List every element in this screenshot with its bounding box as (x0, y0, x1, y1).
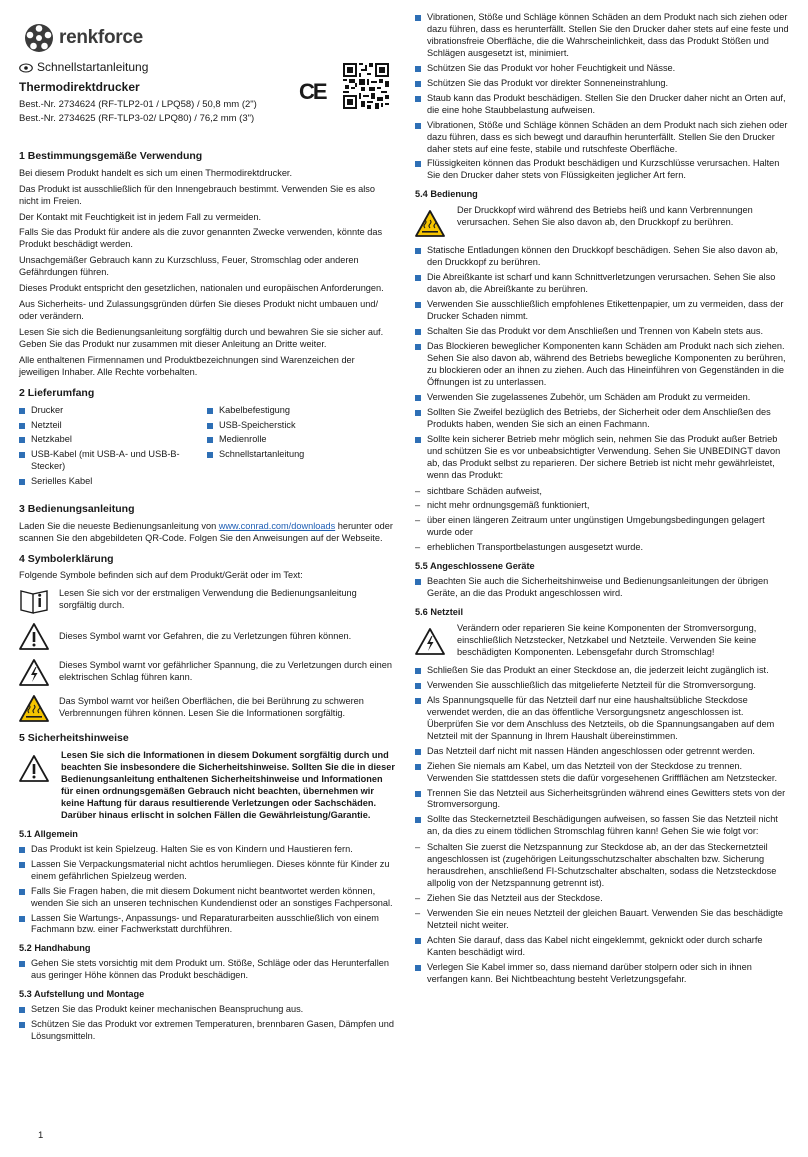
delivery-list (19, 405, 395, 496)
article-number-1: Best.-Nr. 2734624 (RF-TLP2-01 / LPQ58) / 50,8 mm (2") (19, 99, 257, 111)
list-item: – Ziehen Sie das Netzteil aus der Steckdose. (415, 893, 790, 905)
s1-para-0: Bei diesem Produkt handelt es sich um einen Thermodirektdrucker. (19, 167, 293, 178)
document-header (19, 60, 395, 126)
s1-para-7: Lesen Sie sich die Bedienungsanleitung sorgfältig durch und bewahren Sie sie sicher auf. Geben Sie das Produkt nur zusammen mit dieser Anleitung an Dritte weiter. (19, 327, 384, 350)
list-item: Falls Sie Fragen haben, die mit diesem Dokument nicht beantwortet werden können, wenden Sie sich an unseren technischen Kundendienst oder an sonstiges Fachpersonal. (19, 886, 395, 910)
right-column (415, 12, 790, 990)
list-item: Schnellstartanleitung (207, 449, 395, 461)
list-item: Schließen Sie das Produkt an einer Steckdose an, die jederzeit leicht zugänglich ist. (415, 665, 790, 677)
list-item: Flüssigkeiten können das Produkt beschädigen und Kurzschlüsse verursachen. Halten Sie den Drucker daher stets von Flüssigkeiten jeglicher Art fern. (415, 158, 790, 182)
list-item: Als Spannungsquelle für das Netzteil darf nur eine haushaltsübliche Steckdose verwendet werden, die an das öffentliche Versorgungsnetz angeschlossen ist. Überprüfen Sie vor dem Anschluss des Netzteils, ob die Spannungsangaben auf dem Netzteil mit der Spannung in Ihrem Haushalt übereinstimmen. (415, 695, 790, 743)
s51-list (19, 844, 395, 937)
page-number: 1 (38, 1130, 44, 1141)
read-manual-icon (19, 586, 49, 616)
warning-icon (19, 622, 49, 652)
section-5-4-title: 5.4 Bedienung (415, 189, 478, 200)
ce-mark: CE (299, 79, 326, 104)
left-content (19, 142, 395, 1047)
list-item: Sollten Sie Zweifel bezüglich des Betriebs, der Sicherheit oder dem Anschließen des Produkts haben, wenden Sie sich an einen Fachmann. (415, 407, 790, 431)
symbol-danger (19, 622, 395, 652)
list-item: Netzkabel (19, 434, 207, 446)
symbol-hot (19, 694, 395, 724)
list-item: Netzteil (19, 420, 207, 432)
power-warning-text: Verändern oder reparieren Sie keine Komponenten der Stromversorgung, einschließlich Netzstecker, Netzkabel und Netzteile. Verwenden Sie keine beschädigten Komponenten. Lebensgefahr durch Stromschlag! (457, 623, 757, 657)
list-item: Trennen Sie das Netzteil aus Sicherheitsgründen während eines Gewitters stets von der Stromversorgung. (415, 788, 790, 812)
list-item: Staub kann das Produkt beschädigen. Stellen Sie den Drucker daher nicht an Orten auf, die eine hohe Staubbelastung aufweisen. (415, 93, 790, 117)
list-item: Gehen Sie stets vorsichtig mit dem Produkt um. Stöße, Schläge oder das Herunterfallen aus geringer Höhe können das Produkt beschädigen. (19, 958, 395, 982)
renkforce-logo-icon (24, 23, 54, 53)
list-item: USB-Speicherstick (207, 420, 395, 432)
section-1-title: 1 Bestimmungsgemäße Verwendung (19, 150, 203, 162)
s3-pre: Laden Sie die neueste Bedienungsanleitung von (19, 520, 219, 531)
delivery-list-left (19, 405, 207, 492)
s3-post: herunter oder scannen Sie den abgebildeten QR-Code. Folgen Sie den Anweisungen auf der Webseite. (19, 520, 393, 543)
s56-dash-list (415, 842, 790, 932)
section-5-6-title: 5.6 Netzteil (415, 607, 463, 618)
s1-para-3: Falls Sie das Produkt für andere als die zuvor genannten Zwecke verwenden, könnte das Produkt beschädigt werden. (19, 227, 383, 250)
list-item: – erheblichen Transportbelastungen ausgesetzt wurde. (415, 542, 790, 554)
s54-list (415, 245, 790, 481)
safety-warning-text: Lesen Sie sich die Informationen in diesem Dokument sorgfältig durch und beachten Sie insbesondere die Sicherheitshinweise. Sollten Sie die in dieser Bedienungsanleitung enthaltenen Sicherheitshinweise und Informationen für einen ordnungsgemäßen Gebrauch nicht beachten, übernehmen wir keine Haftung für daraus resultierende Verletzungen oder Sachschäden. Darüber hinaus erlischt in solchen Fällen die Gewährleistung/Garantie. (61, 750, 395, 820)
list-item: – über einen längeren Zeitraum unter ungünstigen Umgebungsbedingungen gelagert wurde oder (415, 515, 790, 539)
list-item: Das Blockieren beweglicher Komponenten kann Schäden am Produkt nach sich ziehen. Sehen Sie also davon ab, während des Betriebs bewegliche Komponenten zu berühren, zu blockieren oder an ihnen zu ziehen. Auch das Hineinführen von Gegenständen in die Öffnungen ist zu unterlassen. (415, 341, 790, 389)
delivery-list-right (207, 405, 395, 492)
s1-para-4: Unsachgemäßer Gebrauch kann zu Kurzschluss, Feuer, Stromschlag oder anderen Gefährdungen führen. (19, 255, 359, 278)
list-item: Schalten Sie das Produkt vor dem Anschließen und Trennen von Kabeln stets aus. (415, 326, 790, 338)
list-item: Das Netzteil darf nicht mit nassen Händen angeschlossen oder getrennt werden. (415, 746, 790, 758)
s1-para-2: Der Kontakt mit Feuchtigkeit ist in jedem Fall zu vermeiden. (19, 211, 262, 222)
list-item: Die Abreißkante ist scharf und kann Schnittverletzungen verursachen. Sehen Sie also davon ab, die Abreißkante zu berühren. (415, 272, 790, 296)
s52-list (19, 958, 395, 982)
list-item: Das Produkt ist kein Spielzeug. Halten Sie es von Kindern und Haustieren fern. (19, 844, 395, 856)
list-item: – Schalten Sie zuerst die Netzspannung zur Steckdose ab, an der das Steckernetzteil angeschlossen ist (zugehörigen Leitungsschutzschalter abschalten bzw. Sicherung herausdrehen, anschließend FI-Schutzschalter abschalten, sodass die Netzsteckdose allpolig von der Netzspannung getrennt ist). (415, 842, 790, 890)
s54-dash-list (415, 486, 790, 555)
document-subtitle: Schnellstartanleitung (37, 60, 149, 74)
list-item: Verwenden Sie ausschließlich empfohlenes Etikettenpapier, um zu vermeiden, dass der Drucker Schaden nimmt. (415, 299, 790, 323)
section-3-title: 3 Bedienungsanleitung (19, 503, 135, 516)
symbol-hot-text: Das Symbol warnt vor heißen Oberflächen, die bei Berührung zu schweren Verbrennungen führen können. Lesen Sie die Informationen sorgfältig. (59, 696, 364, 719)
s1-para-1: Das Produkt ist ausschließlich für den Innengebrauch bestimmt. Verwenden Sie es also nicht im Freien. (19, 183, 375, 206)
symbol-manual (19, 586, 395, 616)
list-item: Verwenden Sie ausschließlich das mitgelieferte Netzteil für die Stromversorgung. (415, 680, 790, 692)
list-item: Vibrationen, Stöße und Schläge können Schäden an dem Produkt nach sich ziehen oder dazu führen, dass es sich bewegt und daraufhin herunterfällt. Stellen Sie den Drucker daher stets auf eine feste, stabile und rutschfeste Oberfläche. (415, 120, 790, 156)
section-4-title: 4 Symbolerklärung (19, 552, 114, 565)
article-number-2: Best.-Nr. 2734625 (RF-TLP3-02/ LPQ80) / 76,2 mm (3") (19, 112, 255, 124)
list-item: Serielles Kabel (19, 476, 207, 488)
hot-surface-icon (19, 694, 49, 724)
list-item: Schützen Sie das Produkt vor direkter Sonneneinstrahlung. (415, 78, 790, 90)
eye-icon (19, 63, 33, 73)
s53-list-left (19, 1004, 395, 1043)
safety-warning-box (19, 750, 395, 822)
list-item: USB-Kabel (mit USB-A- und USB-B-Stecker) (19, 449, 207, 473)
list-item: – Verwenden Sie ein neues Netzteil der gleichen Bauart. Verwenden Sie das beschädigte Netzteil nicht weiter. (415, 908, 790, 932)
list-item: Beachten Sie auch die Sicherheitshinweise und Bedienungsanleitungen der übrigen Geräte, an die das Produkt angeschlossen wird. (415, 576, 790, 600)
symbol-danger-text: Dieses Symbol warnt vor Gefahren, die zu Verletzungen führen können. (59, 631, 352, 642)
high-voltage-icon (19, 658, 49, 688)
list-item: Achten Sie darauf, dass das Kabel nicht eingeklemmt, geknickt oder durch scharfe Kanten beschädigt wird. (415, 935, 790, 959)
hot-surface-icon (415, 209, 445, 239)
symbol-manual-text: Lesen Sie sich vor der erstmaligen Verwendung die Bedienungsanleitung sorgfältig durch. (59, 588, 357, 611)
list-item: Kabelbefestigung (207, 405, 395, 417)
s56-list-b (415, 935, 790, 986)
list-item: Schützen Sie das Produkt vor hoher Feuchtigkeit und Nässe. (415, 63, 790, 75)
list-item: Verwenden Sie zugelassenes Zubehör, um Schäden am Produkt zu vermeiden. (415, 392, 790, 404)
section-5-3-title: 5.3 Aufstellung und Montage (19, 989, 145, 1000)
list-item: Statische Entladungen können den Druckkopf beschädigen. Sehen Sie also davon ab, den Druckkopf zu berühren. (415, 245, 790, 269)
download-link[interactable]: www.conrad.com/downloads (218, 520, 336, 531)
list-item: Drucker (19, 405, 207, 417)
s3-paragraph (19, 521, 395, 545)
list-item: – sichtbare Schäden aufweist, (415, 486, 790, 498)
section-5-5-title: 5.5 Angeschlossene Geräte (415, 561, 535, 572)
section-5-title: 5 Sicherheitshinweise (19, 732, 129, 745)
s56-list-a (415, 665, 790, 838)
section-2-title: 2 Lieferumfang (19, 386, 95, 399)
s55-list (415, 576, 790, 600)
subtitle-line (19, 60, 395, 76)
s4-intro: Folgende Symbole befinden sich auf dem Produkt/Gerät oder im Text: (19, 570, 303, 581)
list-item: Vibrationen, Stöße und Schläge können Schäden an dem Produkt nach sich ziehen oder dazu führen, dass es herunterfällt. Stellen Sie den Drucker daher stets auf eine feste und vibrationsfreie Oberfläche, die die Wahrscheinlichkeit, dass das Produkt Stößen und Schlägen ausgesetzt ist, minimiert. (415, 12, 790, 60)
section-5-1-title: 5.1 Allgemein (19, 828, 78, 839)
s53-list-right (415, 12, 790, 182)
power-warning-box (415, 623, 790, 659)
section-5-2-title: 5.2 Handhabung (19, 943, 91, 954)
list-item: Ziehen Sie niemals am Kabel, um das Netzteil von der Steckdose zu trennen. Verwenden Sie stattdessen stets die dafür vorgesehenen Griffflächen am Netzstecker. (415, 761, 790, 785)
list-item: Lassen Sie Verpackungsmaterial nicht achtlos herumliegen. Dieses könnte für Kinder zu einem gefährlichen Spielzeug werden. (19, 859, 395, 883)
document-title: Thermodirektdrucker (19, 79, 140, 94)
list-item: Schützen Sie das Produkt vor extremen Temperaturen, brennbaren Gasen, Dämpfen und Lösungsmitteln. (19, 1019, 395, 1043)
s1-para-6: Aus Sicherheits- und Zulassungsgründen dürfen Sie dieses Produkt nicht umbauen und/ oder verändern. (19, 299, 379, 322)
brand-logo (24, 21, 143, 55)
hot-head-warning-box (415, 205, 790, 239)
list-item: Lassen Sie Wartungs-, Anpassungs- und Reparaturarbeiten ausschließlich von einem Fachmann bzw. einer Fachwerkstatt durchführen. (19, 913, 395, 937)
hot-head-warning-text: Der Druckkopf wird während des Betriebs heiß und kann Verbrennungen verursachen. Sehen Sie also davon ab, den Druckkopf zu berühren. (457, 205, 753, 228)
list-item: Sollte das Steckernetzteil Beschädigungen aufweisen, so fassen Sie das Netzteil nicht an, da dies zu einem tödlichen Stromschlag führen kann! Gehen Sie wie folgt vor: (415, 814, 790, 838)
symbol-voltage-text: Dieses Symbol warnt vor gefährlicher Spannung, die zu Verletzungen durch einen elektrischen Schlag führen kann. (59, 660, 392, 683)
brand-name: renkforce (59, 26, 143, 48)
list-item: Setzen Sie das Produkt keiner mechanischen Beanspruchung aus. (19, 1004, 395, 1016)
list-item: – nicht mehr ordnungsgemäß funktioniert, (415, 500, 790, 512)
list-item: Sollte kein sicherer Betrieb mehr möglich sein, nehmen Sie das Produkt außer Betrieb und schützen Sie es vor unbeabsichtigter Verwendung. Sehen Sie UNBEDINGT davon ab, das Produkt selbst zu reparieren. Der sichere Betrieb ist nicht mehr gewährleistet, wenn das Produkt: (415, 434, 790, 482)
qr-code-icon[interactable] (343, 63, 389, 109)
warning-icon (19, 754, 49, 784)
symbol-voltage (19, 658, 395, 688)
high-voltage-icon (415, 627, 445, 657)
list-item: Medienrolle (207, 434, 395, 446)
s1-para-5: Dieses Produkt entspricht den gesetzlichen, nationalen und europäischen Anforderungen. (19, 283, 384, 294)
s1-para-8: Alle enthaltenen Firmennamen und Produktbezeichnungen sind Warenzeichen der jeweiligen Inhaber. Alle Rechte vorbehalten. (19, 355, 355, 377)
list-item: Verlegen Sie Kabel immer so, dass niemand darüber stolpern oder sich in ihnen verfangen kann. Bei Nichtbeachtung besteht Verletzungsgefahr. (415, 962, 790, 986)
